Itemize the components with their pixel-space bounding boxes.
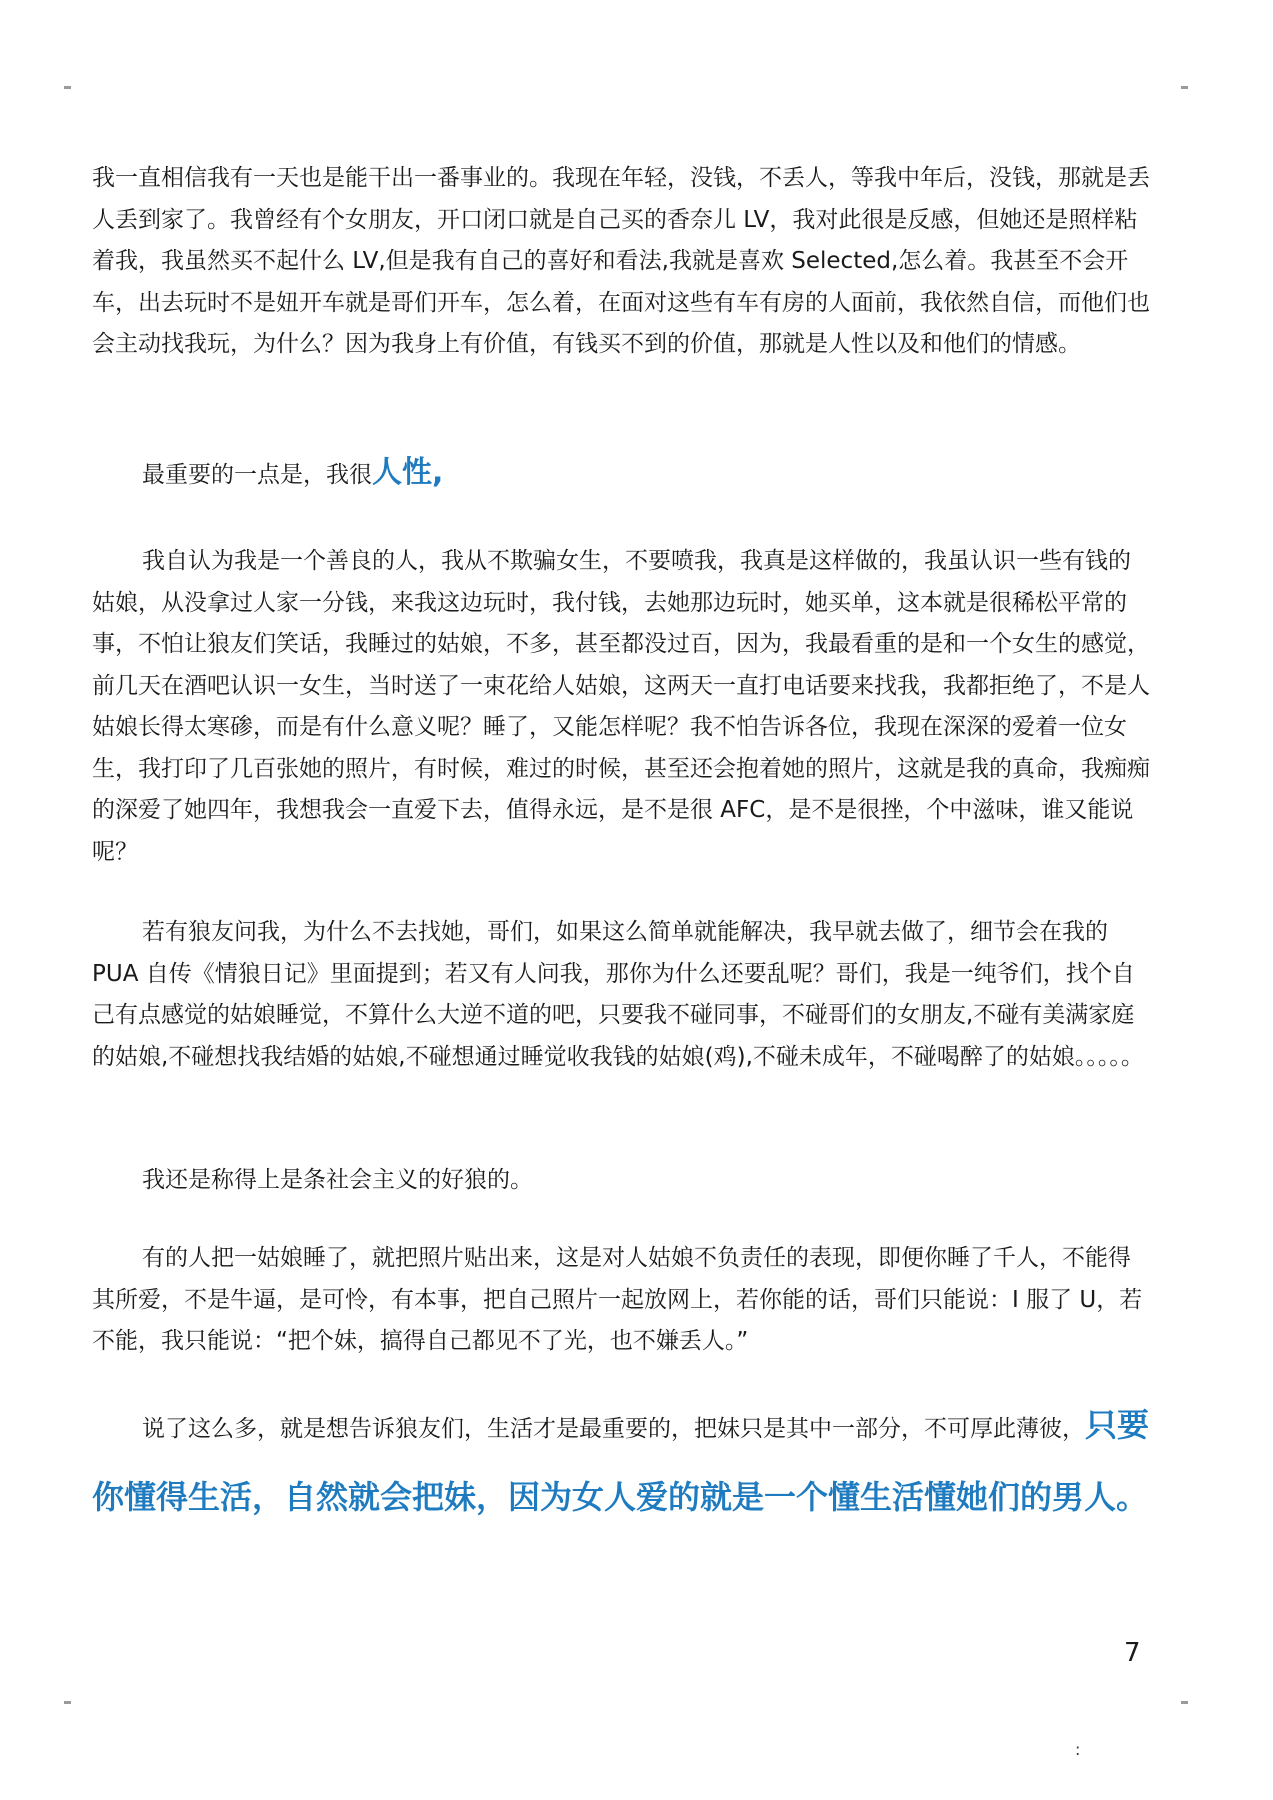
crop-mark-bottom-left [64,1701,71,1704]
paragraph-6: 有的人把一姑娘睡了，就把照片贴出来，这是对人姑娘不负责任的表现，即便你睡了千人，不能得其所爱，不是牛逼，是可怜，有本事，把自己照片一起放网上，若你能的话，哥们只能说：I 服了 U，若不能，我只能说：“把个妹，搞得自己都见不了光，也不嫌丢人。” [92,1245,1143,1354]
paragraph-7 [92,1391,1152,1535]
page-number: 7 [1124,1638,1141,1668]
footer-mark: : [1075,1740,1081,1759]
crop-mark-bottom-right [1181,1701,1188,1704]
paragraph-2-highlight: 人性, [372,455,444,490]
paragraph-7-lead: 说了这么多，就是想告诉狼友们，生活才是最重要的，把妹只是其中一部分，不可厚此薄彼， [142,1416,1085,1442]
crop-mark-top-left [64,86,71,89]
paragraph-7-highlight: 只要你懂得生活，自然就会把妹，因为女人爱的就是一个懂生活懂她们的男人。 [92,1406,1150,1516]
paragraph-4: 若有狼友问我，为什么不去找她，哥们，如果这么简单就能解决，我早就去做了，细节会在我的 PUA 自传《情狼日记》里面提到；若又有人问我，那你为什么还要乱呢？哥们，我是一纯爷们，找个自己有点感觉的姑娘睡觉，不算什么大逆不道的吧，只要我不碰同事，不碰哥们的女朋友,不碰有美满家庭的姑娘,不碰想找我结婚的姑娘,不碰想通过睡觉收我钱的姑娘(鸡),不碰未成年，不碰喝醉了的姑娘。。。。。 [92,919,1144,1070]
paragraph-5: 我还是称得上是条社会主义的好狼的。 [142,1167,533,1193]
paragraph-1: 我一直相信我有一天也是能干出一番事业的。我现在年轻，没钱，不丢人，等我中年后，没钱，那就是丢人丢到家了。我曾经有个女朋友，开口闭口就是自己买的香奈儿 LV，我对此很是反感，但她还是照样粘着我，我虽然买不起什么 LV,但是我有自己的喜好和看法,我就是喜欢 Selected,怎么着。我甚至不会开车，出去玩时不是妞开车就是哥们开车，怎么着，在面对这些有车有房的人面前，我依然自信，而他们也会主动找我玩，为什么？因为我身上有价值，有钱买不到的价值，那就是人性以及和他们的情感。 [92,165,1150,357]
paragraph-2 [92,452,1152,497]
paragraph-2-lead: 最重要的一点是，我很 [142,462,372,488]
crop-mark-top-right [1181,86,1188,89]
paragraph-3: 我自认为我是一个善良的人，我从不欺骗女生，不要喷我，我真是这样做的，我虽认识一些有钱的姑娘，从没拿过人家一分钱，来我这边玩时，我付钱，去她那边玩时，她买单，这本就是很稀松平常的事，不怕让狼友们笑话，我睡过的姑娘，不多，甚至都没过百，因为，我最看重的是和一个女生的感觉，前几天在酒吧认识一女生，当时送了一束花给人姑娘，这两天一直打电话要来找我，我都拒绝了，不是人姑娘长得太寒碜，而是有什么意义呢？睡了，又能怎样呢？我不怕告诉各位，我现在深深的爱着一位女生，我打印了几百张她的照片，有时候，难过的时候，甚至还会抱着她的照片，这就是我的真命，我痴痴的深爱了她四年，我想我会一直爱下去，值得永远，是不是很 AFC，是不是很挫，个中滋味，谁又能说呢？ [92,548,1150,865]
